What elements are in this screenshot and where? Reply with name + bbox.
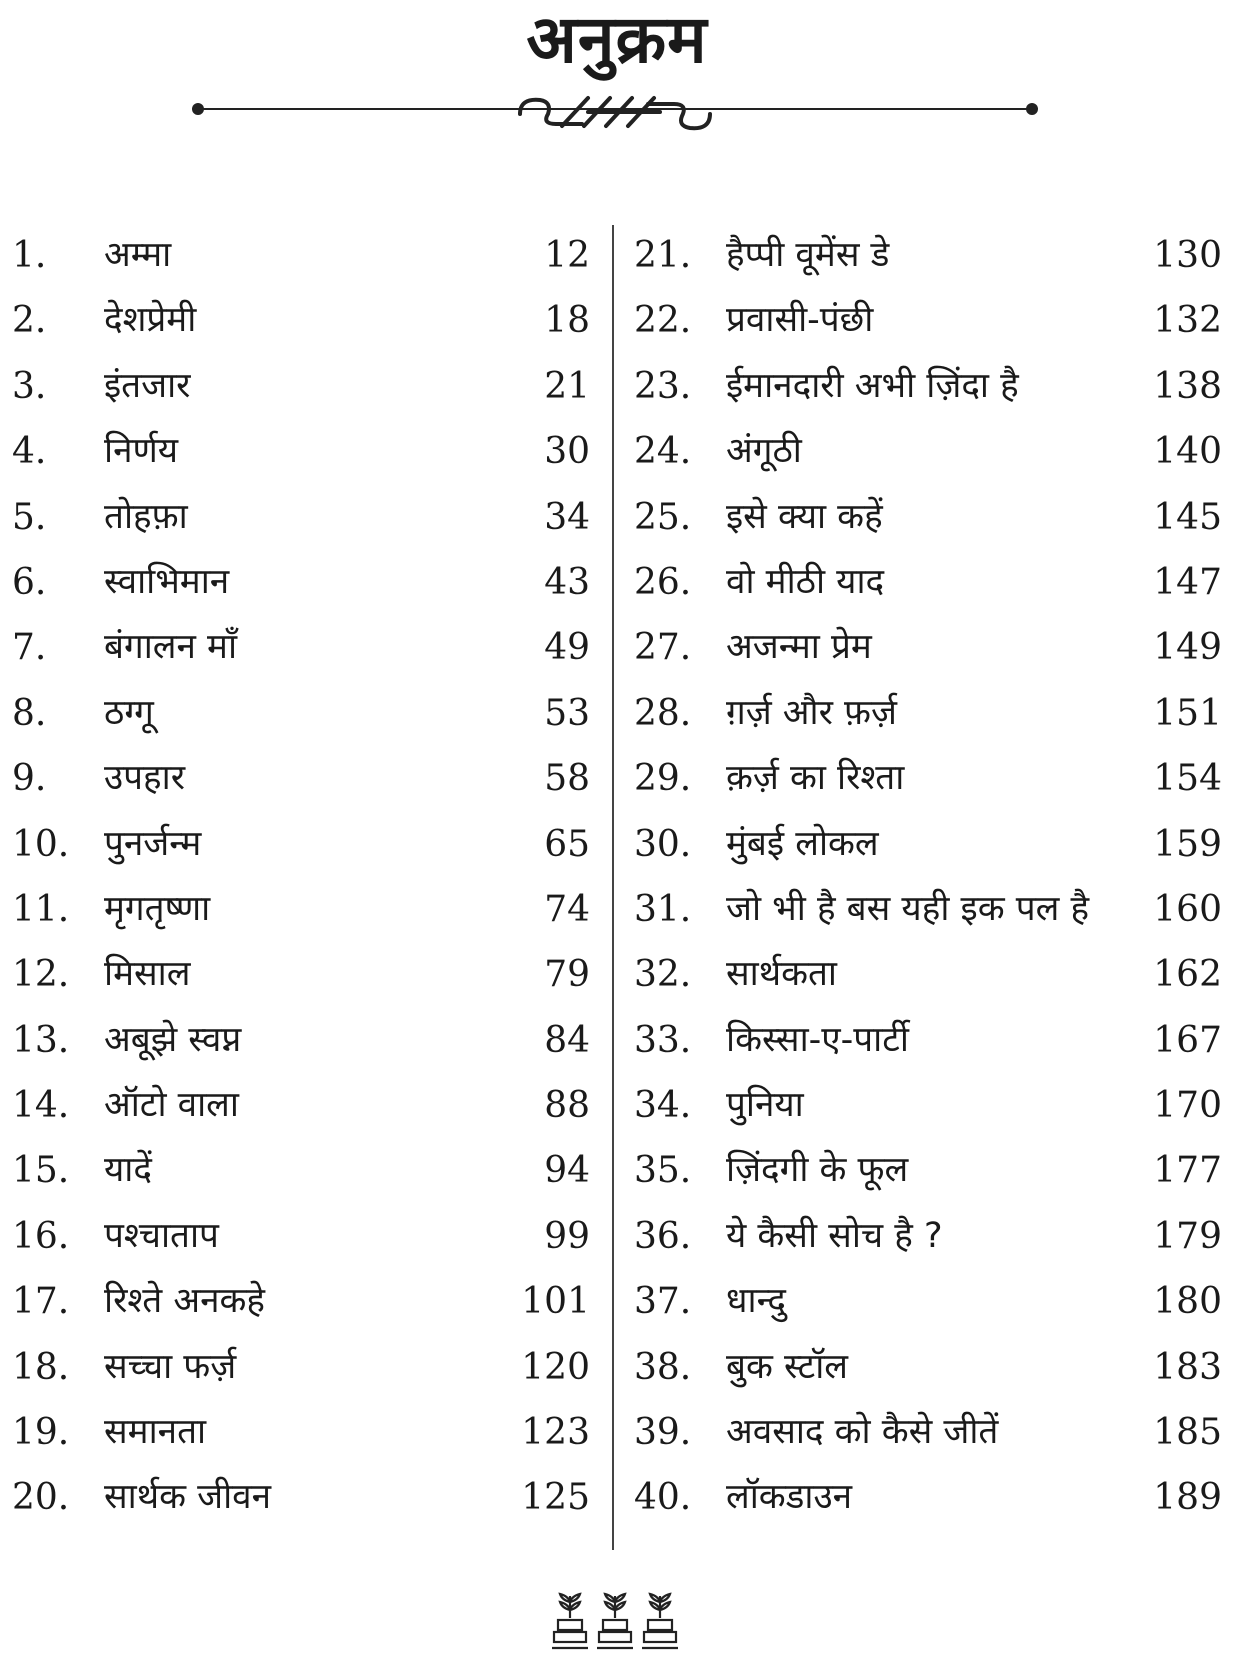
toc-entry-title: इंतजार bbox=[104, 365, 191, 406]
toc-entry bbox=[634, 1204, 1222, 1269]
toc-entry-page-number: 30 bbox=[544, 431, 590, 473]
toc-entry-number: 35. bbox=[634, 1150, 692, 1192]
toc-entry-title: अंगूठी bbox=[726, 431, 802, 472]
toc-entry-title: रिश्ते अनकहे bbox=[104, 1281, 265, 1322]
toc-entry bbox=[634, 1008, 1222, 1073]
toc-entry-title: पुनिया bbox=[726, 1085, 804, 1126]
toc-entry-number: 2. bbox=[12, 300, 47, 342]
toc-entry bbox=[634, 550, 1222, 615]
toc-entry-number: 34. bbox=[634, 1085, 692, 1127]
toc-entry bbox=[12, 615, 602, 680]
toc-entry-number: 12. bbox=[12, 954, 70, 996]
toc-entry-title: पुनर्जन्म bbox=[104, 823, 202, 864]
toc-entry-number: 5. bbox=[12, 496, 47, 538]
toc-entry-page-number: 154 bbox=[1153, 758, 1222, 800]
toc-entry-number: 3. bbox=[12, 365, 47, 407]
toc-entry-page-number: 167 bbox=[1153, 1019, 1222, 1061]
toc-entry-page-number: 170 bbox=[1153, 1085, 1222, 1127]
toc-entry-page-number: 185 bbox=[1153, 1412, 1222, 1454]
toc-entry-page-number: 88 bbox=[544, 1085, 590, 1127]
publisher-logo-icon bbox=[550, 1592, 680, 1656]
toc-entry-page-number: 34 bbox=[544, 496, 590, 538]
toc-entry bbox=[12, 354, 602, 419]
toc-entry bbox=[634, 615, 1222, 680]
toc-entry-number: 21. bbox=[634, 235, 692, 276]
toc-entry-page-number: 99 bbox=[544, 1215, 590, 1257]
toc-entry-page-number: 58 bbox=[544, 758, 590, 800]
toc-entry bbox=[12, 1269, 602, 1334]
toc-entry-number: 22. bbox=[634, 300, 692, 342]
toc-entry-title: वो मीठी याद bbox=[726, 561, 885, 602]
toc-entry-number: 33. bbox=[634, 1019, 692, 1061]
toc-entry-title: ठग्गू bbox=[104, 692, 154, 733]
toc-entry-title: ये कैसी सोच है ? bbox=[726, 1215, 943, 1256]
toc-entry-title: निर्णय bbox=[104, 431, 179, 472]
toc-entry bbox=[634, 1465, 1222, 1530]
page-title: अनुक्रम bbox=[526, 1, 708, 78]
toc-entry-number: 9. bbox=[12, 758, 47, 800]
toc-entry bbox=[634, 746, 1222, 811]
toc-entry-title: अबूझे स्वप्न bbox=[104, 1019, 242, 1060]
toc-entry-page-number: 79 bbox=[544, 954, 590, 996]
toc-entry-title: ग़र्ज़ और फ़र्ज़ bbox=[726, 692, 898, 733]
toc-entry-page-number: 189 bbox=[1153, 1477, 1222, 1519]
toc-entry-page-number: 147 bbox=[1153, 561, 1222, 603]
toc-entry-number: 17. bbox=[12, 1281, 70, 1323]
toc-entry-number: 39. bbox=[634, 1412, 692, 1454]
toc-entry-title: क़र्ज़ का रिश्ता bbox=[726, 758, 905, 799]
toc-entry-title: सार्थक जीवन bbox=[104, 1477, 272, 1518]
toc-entry-number: 7. bbox=[12, 627, 47, 669]
toc-entry bbox=[634, 485, 1222, 550]
table-of-contents bbox=[0, 223, 1234, 1553]
toc-entry-page-number: 130 bbox=[1153, 235, 1222, 276]
toc-entry bbox=[634, 1335, 1222, 1400]
toc-entry-number: 8. bbox=[12, 692, 47, 734]
toc-entry bbox=[634, 812, 1222, 877]
toc-entry bbox=[12, 681, 602, 746]
toc-entry-page-number: 145 bbox=[1153, 496, 1222, 538]
toc-entry-title: यादें bbox=[104, 1150, 152, 1191]
toc-entry bbox=[634, 1269, 1222, 1334]
toc-entry-title: मुंबई लोकल bbox=[726, 823, 879, 864]
toc-entry bbox=[12, 942, 602, 1007]
toc-entry bbox=[12, 1335, 602, 1400]
toc-entry-title: देशप्रेमी bbox=[104, 300, 197, 341]
toc-entry-number: 15. bbox=[12, 1150, 70, 1192]
toc-entry-title: तोहफ़ा bbox=[104, 496, 188, 537]
toc-entry-number: 40. bbox=[634, 1477, 692, 1519]
toc-entry-number: 13. bbox=[12, 1019, 70, 1061]
toc-entry-page-number: 101 bbox=[521, 1281, 590, 1323]
toc-entry-title: मृगतृष्णा bbox=[104, 888, 211, 929]
toc-entry-number: 18. bbox=[12, 1346, 70, 1388]
toc-entry bbox=[12, 223, 602, 288]
toc-entry-title: अवसाद को कैसे जीतें bbox=[726, 1412, 999, 1453]
toc-entry bbox=[634, 354, 1222, 419]
toc-entry bbox=[12, 419, 602, 484]
toc-entry-number: 31. bbox=[634, 888, 692, 930]
toc-entry-page-number: 65 bbox=[544, 823, 590, 865]
toc-entry bbox=[634, 877, 1222, 942]
toc-entry bbox=[634, 681, 1222, 746]
toc-entry-page-number: 180 bbox=[1153, 1281, 1222, 1323]
toc-entry-page-number: 84 bbox=[544, 1019, 590, 1061]
toc-entry-page-number: 120 bbox=[521, 1346, 590, 1388]
toc-entry-page-number: 183 bbox=[1153, 1346, 1222, 1388]
toc-entry-title: मिसाल bbox=[104, 954, 191, 995]
toc-entry-page-number: 125 bbox=[521, 1477, 590, 1519]
toc-entry-page-number: 138 bbox=[1153, 365, 1222, 407]
toc-entry-page-number: 160 bbox=[1153, 888, 1222, 930]
toc-entry bbox=[12, 1465, 602, 1530]
toc-entry-title: अम्मा bbox=[104, 235, 172, 275]
toc-entry bbox=[12, 877, 602, 942]
toc-entry-page-number: 149 bbox=[1153, 627, 1222, 669]
toc-entry-number: 24. bbox=[634, 431, 692, 473]
toc-entry-page-number: 179 bbox=[1153, 1215, 1222, 1257]
toc-entry-title: समानता bbox=[104, 1412, 207, 1453]
toc-entry bbox=[12, 1008, 602, 1073]
toc-right-column bbox=[634, 223, 1222, 1531]
toc-entry-page-number: 21 bbox=[544, 365, 590, 407]
toc-entry-page-number: 94 bbox=[544, 1150, 590, 1192]
toc-entry-number: 16. bbox=[12, 1215, 70, 1257]
toc-entry bbox=[634, 1073, 1222, 1138]
toc-entry bbox=[634, 1400, 1222, 1465]
toc-entry-number: 29. bbox=[634, 758, 692, 800]
toc-entry-page-number: 151 bbox=[1153, 692, 1222, 734]
title-divider-ornament bbox=[190, 92, 1040, 142]
toc-entry bbox=[12, 1138, 602, 1203]
toc-entry-page-number: 49 bbox=[544, 627, 590, 669]
toc-entry bbox=[634, 288, 1222, 353]
toc-entry-page-number: 162 bbox=[1153, 954, 1222, 996]
toc-entry-number: 6. bbox=[12, 561, 47, 603]
toc-entry-number: 37. bbox=[634, 1281, 692, 1323]
toc-entry-title: ईमानदारी अभी ज़िंदा है bbox=[726, 365, 1019, 406]
toc-entry-number: 4. bbox=[12, 431, 47, 473]
toc-entry-title: प्रवासी-पंछी bbox=[726, 300, 874, 341]
toc-entry bbox=[12, 1073, 602, 1138]
toc-entry-page-number: 43 bbox=[544, 561, 590, 603]
toc-entry-number: 19. bbox=[12, 1412, 70, 1454]
toc-entry-title: सच्चा फर्ज़ bbox=[104, 1346, 237, 1387]
toc-entry-page-number: 159 bbox=[1153, 823, 1222, 865]
toc-entry bbox=[12, 812, 602, 877]
toc-entry bbox=[12, 485, 602, 550]
toc-entry-title: सार्थकता bbox=[726, 954, 837, 995]
toc-entry-title: हैप्पी वूमेंस डे bbox=[726, 235, 890, 275]
toc-entry-number: 30. bbox=[634, 823, 692, 865]
toc-entry bbox=[12, 1204, 602, 1269]
toc-entry-number: 11. bbox=[12, 888, 70, 930]
toc-entry-page-number: 132 bbox=[1153, 300, 1222, 342]
toc-entry-page-number: 18 bbox=[544, 300, 590, 342]
toc-entry-number: 28. bbox=[634, 692, 692, 734]
toc-entry-number: 32. bbox=[634, 954, 692, 996]
toc-entry bbox=[12, 550, 602, 615]
toc-entry bbox=[12, 746, 602, 811]
toc-entry-title: पश्चाताप bbox=[104, 1215, 219, 1256]
toc-entry-title: उपहार bbox=[104, 758, 186, 799]
toc-entry-page-number: 123 bbox=[521, 1412, 590, 1454]
toc-entry bbox=[634, 419, 1222, 484]
toc-entry-title: बुक स्टॉल bbox=[726, 1346, 849, 1387]
toc-entry-number: 36. bbox=[634, 1215, 692, 1257]
toc-entry-title: ज़िंदगी के फूल bbox=[726, 1150, 909, 1191]
toc-entry-title: किस्सा-ए-पार्टी bbox=[726, 1019, 909, 1060]
toc-entry-title: लॉकडाउन bbox=[726, 1477, 853, 1518]
toc-entry-number: 20. bbox=[12, 1477, 70, 1519]
toc-entry-page-number: 12 bbox=[544, 235, 590, 276]
toc-entry bbox=[634, 1138, 1222, 1203]
toc-entry-number: 38. bbox=[634, 1346, 692, 1388]
toc-entry-number: 23. bbox=[634, 365, 692, 407]
toc-entry-number: 27. bbox=[634, 627, 692, 669]
toc-entry-page-number: 140 bbox=[1153, 431, 1222, 473]
toc-entry-number: 26. bbox=[634, 561, 692, 603]
toc-entry-number: 10. bbox=[12, 823, 70, 865]
column-divider bbox=[612, 225, 614, 1550]
toc-entry-title: अजन्मा प्रेम bbox=[726, 627, 872, 668]
toc-entry-number: 14. bbox=[12, 1085, 70, 1127]
toc-entry-page-number: 177 bbox=[1153, 1150, 1222, 1192]
toc-entry bbox=[634, 942, 1222, 1007]
toc-entry-page-number: 53 bbox=[544, 692, 590, 734]
toc-entry-page-number: 74 bbox=[544, 888, 590, 930]
toc-left-column bbox=[12, 223, 602, 1531]
toc-entry-title: इसे क्या कहें bbox=[726, 496, 883, 537]
toc-entry-title: स्वाभिमान bbox=[104, 561, 230, 602]
toc-entry-title: जो भी है बस यही इक पल है bbox=[726, 888, 1090, 929]
toc-entry-number: 25. bbox=[634, 496, 692, 538]
toc-entry-title: बंगालन माँ bbox=[104, 627, 238, 668]
toc-entry-title: धान्दु bbox=[726, 1281, 786, 1322]
toc-entry bbox=[12, 1400, 602, 1465]
toc-entry-title: ऑटो वाला bbox=[104, 1085, 239, 1126]
toc-entry-number: 1. bbox=[12, 235, 47, 276]
toc-entry bbox=[12, 288, 602, 353]
toc-entry bbox=[634, 223, 1222, 288]
